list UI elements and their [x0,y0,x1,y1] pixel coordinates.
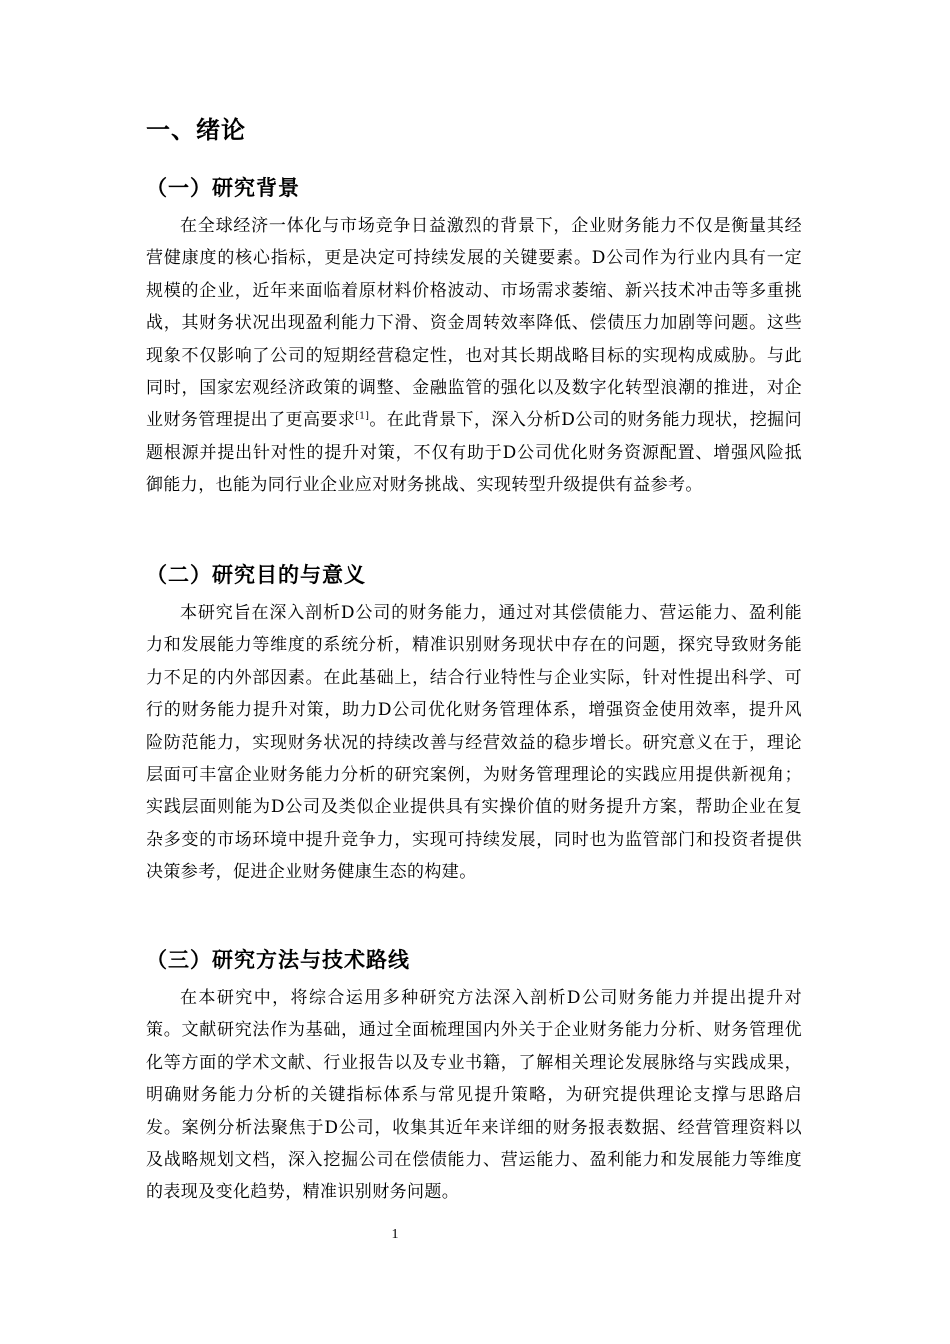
section-research-background [146,172,802,502]
section-paragraph [146,210,802,502]
section-heading: （三）研究方法与技术路线 [146,948,410,972]
citation-reference[interactable]: [1] [355,411,370,422]
paragraph-text: 。在此背景下，深入分析D公司的财务能力现状，挖掘问题根源并提出针对性的提升对策，不仅有助于D公司优化财务资源配置、增强风险抵御能力，也能为同行业企业应对财务挑战、实现转型升级提供有益参考。 [146,410,802,496]
paragraph-text: 在全球经济一体化与市场竞争日益激烈的背景下，企业财务能力不仅是衡量其经营健康度的核心指标，更是决定可持续发展的关键要素。D公司作为行业内具有一定规模的企业，近年来面临着原材料价格波动、市场需求萎缩、新兴技术冲击等多重挑战，其财务状况出现盈利能力下滑、资金周转效率降低、偿债压力加剧等问题。这些现象不仅影响了公司的短期经营稳定性，也对其长期战略目标的实现构成威胁。与此同时，国家宏观经济政策的调整、金融监管的强化以及数字化转型浪潮的推进，对企业财务管理提出了更高要求 [146,216,802,431]
section-heading: （二）研究目的与意义 [146,563,366,587]
section-research-methods [146,944,802,1209]
section-paragraph: 在本研究中，将综合运用多种研究方法深入剖析D公司财务能力并提出提升对策。文献研究法作为基础，通过全面梳理国内外关于企业财务能力分析、财务管理优化等方面的学术文献、行业报告以及专业书籍，了解相关理论发展脉络与实践成果，明确财务能力分析的关键指标体系与常见提升策略，为研究提供理论支撑与思路启发。案例分析法聚焦于D公司，收集其近年来详细的财务报表数据、经营管理资料以及战略规划文档，深入挖掘公司在偿债能力、营运能力、盈利能力和发展能力等维度的表现及变化趋势，精准识别财务问题。 [146,988,802,1203]
section-research-purpose [146,559,802,889]
chapter-title: 一、绪论 [146,116,246,144]
section-heading: （一）研究背景 [146,176,300,200]
page-number: 1 [391,1227,399,1242]
section-paragraph: 本研究旨在深入剖析D公司的财务能力，通过对其偿债能力、营运能力、盈利能力和发展能力等维度的系统分析，精准识别财务现状中存在的问题，探究导致财务能力不足的内外部因素。在此基础上，结合行业特性与企业实际，针对性提出科学、可行的财务能力提升对策，助力D公司优化财务管理体系，增强资金使用效率，提升风险防范能力，实现财务状况的持续改善与经营效益的稳步增长。研究意义在于，理论层面可丰富企业财务能力分析的研究案例，为财务管理理论的实践应用提供新视角；实践层面则能为D公司及类似企业提供具有实操价值的财务提升方案，帮助企业在复杂多变的市场环境中提升竞争力，实现可持续发展，同时也为监管部门和投资者提供决策参考，促进企业财务健康生态的构建。 [146,603,802,883]
